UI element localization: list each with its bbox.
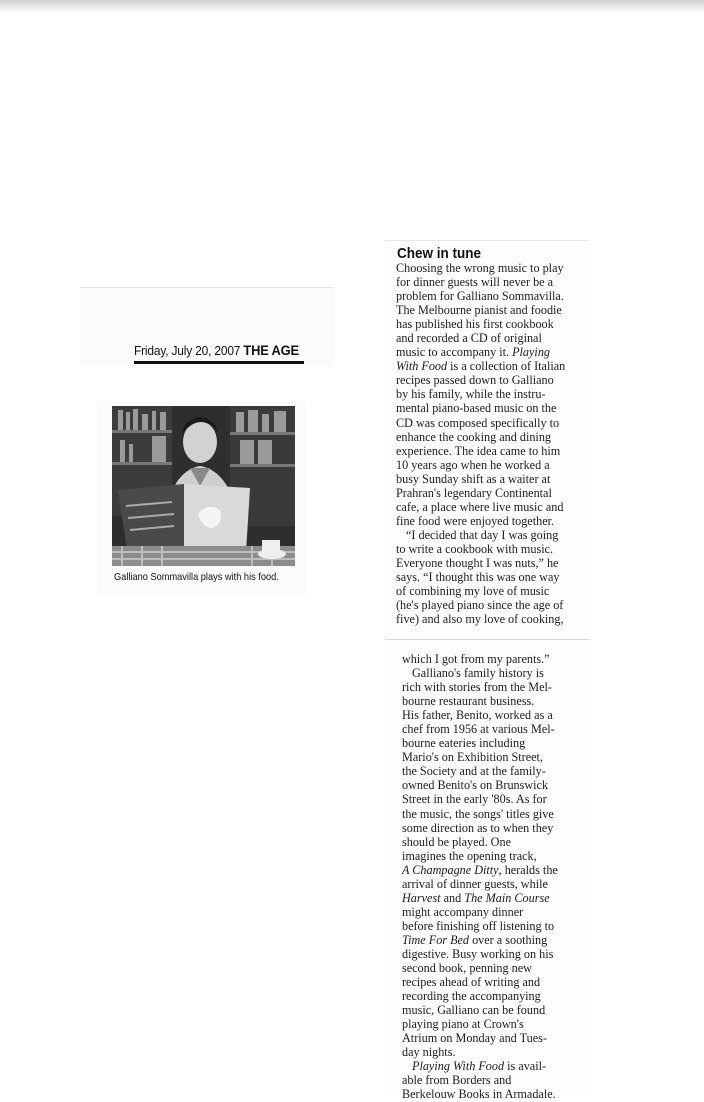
article-text-line: the Society and at the family- bbox=[402, 764, 546, 779]
text-segment: and bbox=[440, 890, 465, 905]
article-text-line: has published his first cookbook bbox=[396, 317, 554, 332]
article-text-line: cafe, a place where live music and bbox=[396, 499, 564, 514]
article-text-line: might accompany dinner bbox=[402, 904, 524, 919]
article-text-line bbox=[396, 345, 574, 359]
article-text-line: Everyone thought I was nuts,” he bbox=[396, 555, 559, 570]
article-text-line: some direction as to when they bbox=[402, 820, 554, 835]
article-text-line: Street in the early '80s. As for bbox=[402, 792, 547, 807]
article-text-line: rich with stories from the Mel- bbox=[402, 680, 552, 695]
article-text-line: bourne eateries including bbox=[402, 736, 526, 751]
article-text-line: Mario's on Exhibition Street, bbox=[402, 750, 543, 765]
masthead-date: Friday, July 20, 2007 bbox=[134, 343, 241, 358]
article-text-line: playing piano at Crown's bbox=[402, 1017, 524, 1032]
photo-illustration bbox=[112, 406, 295, 566]
article-text-line: day nights. bbox=[402, 1045, 456, 1060]
article-text-line: for dinner guests will never be a bbox=[396, 275, 554, 290]
article-text-line: The Melbourne pianist and foodie bbox=[396, 303, 562, 318]
article-text-line bbox=[402, 1059, 576, 1073]
text-segment: over a soothing bbox=[469, 932, 548, 947]
article-text-line: able from Borders and bbox=[402, 1073, 512, 1088]
article-text-line bbox=[396, 359, 574, 373]
article-text-line: recording the accompanying bbox=[402, 989, 541, 1004]
article-text-line: five) and also my love of cooking, bbox=[396, 612, 564, 627]
article-text-line: enhance the cooking and dining bbox=[396, 429, 552, 444]
text-segment: , heralds the bbox=[498, 862, 558, 877]
article-text-line: chef from 1956 at various Mel- bbox=[402, 722, 555, 737]
article-text-line: problem for Galliano Sommavilla. bbox=[396, 289, 564, 304]
title-text: The Main Course bbox=[464, 890, 550, 905]
article-text-line: His father, Benito, worked as a bbox=[402, 708, 553, 723]
article-text-line bbox=[402, 891, 576, 905]
masthead bbox=[134, 342, 299, 358]
article-text-line: recipes ahead of writing and bbox=[402, 975, 541, 990]
article-text-line bbox=[402, 933, 576, 947]
title-text: Playing bbox=[512, 345, 551, 360]
article-text-line: 10 years ago when he worked a bbox=[396, 457, 550, 472]
article-text-line: the music, the songs' titles give bbox=[402, 806, 554, 821]
article-column-2 bbox=[402, 652, 576, 1102]
title-text: Playing With Food bbox=[412, 1059, 505, 1074]
article-text-line: says. “I thought this was one way bbox=[396, 570, 560, 585]
article-column-1 bbox=[396, 261, 574, 626]
article-text-line: to write a cookbook with music. bbox=[396, 541, 554, 556]
article-text-line: arrival of dinner guests, while bbox=[402, 876, 548, 891]
article-text-line: “I decided that day I was going bbox=[406, 527, 559, 542]
article-text-line: Atrium on Monday and Tues- bbox=[402, 1031, 547, 1046]
article-text-line: owned Benito's on Brunswick bbox=[402, 778, 549, 793]
masthead-paper-name: THE AGE bbox=[243, 342, 299, 358]
article-text-line: Choosing the wrong music to play bbox=[396, 261, 564, 275]
article-text-line: bourne restaurant business. bbox=[402, 694, 535, 709]
article-text-line bbox=[402, 863, 576, 877]
article-text-line: Berkelouw Books in Armadale. bbox=[402, 1087, 556, 1102]
title-text: With Food bbox=[396, 359, 448, 374]
article-text-line: should be played. One bbox=[402, 834, 511, 849]
text-segment: music to accompany it. bbox=[396, 345, 513, 360]
article-text-line: imagines the opening track, bbox=[402, 848, 537, 863]
article-text-line: second book, penning new bbox=[402, 961, 532, 976]
article-text-line: (he's played piano since the age of bbox=[396, 598, 564, 613]
article-text-line: mental piano-based music on the bbox=[396, 401, 557, 416]
article-text-line: which I got from my parents.” bbox=[402, 652, 550, 666]
article-text-line: CD was composed specifically to bbox=[396, 415, 560, 430]
title-text: Time For Bed bbox=[402, 932, 470, 947]
article-text-line: by his family, while the instru- bbox=[396, 387, 546, 402]
article-text-line: recipes passed down to Galliano bbox=[396, 373, 554, 388]
article-text-line: and recorded a CD of original bbox=[396, 331, 542, 346]
title-text: A Champagne Ditty bbox=[402, 862, 499, 877]
article-text-line: digestive. Busy working on his bbox=[402, 946, 554, 961]
scan-edge bbox=[0, 0, 704, 14]
article-text-line: busy Sunday shift as a waiter at bbox=[396, 471, 551, 486]
article-photo bbox=[112, 406, 295, 566]
article-headline: Chew in tune bbox=[397, 245, 482, 262]
article-text-line: before finishing off listening to bbox=[402, 918, 555, 933]
title-text: Harvest bbox=[402, 890, 441, 905]
photo-caption: Galliano Sommavilla plays with his food. bbox=[114, 571, 279, 583]
article-text-line: Prahran's legendary Continental bbox=[396, 485, 552, 500]
article-text-line: fine food were enjoyed together. bbox=[396, 513, 555, 528]
article-text-line: experience. The idea came to him bbox=[396, 443, 561, 458]
article-text-line: Galliano's family history is bbox=[412, 666, 544, 681]
text-segment: is avail- bbox=[504, 1059, 547, 1074]
masthead-rule bbox=[134, 361, 304, 364]
article-text-line: music, Galliano can be found bbox=[402, 1003, 546, 1018]
text-segment: is a collection of Italian bbox=[447, 359, 566, 374]
article-text-line: of combining my love of music bbox=[396, 584, 550, 599]
